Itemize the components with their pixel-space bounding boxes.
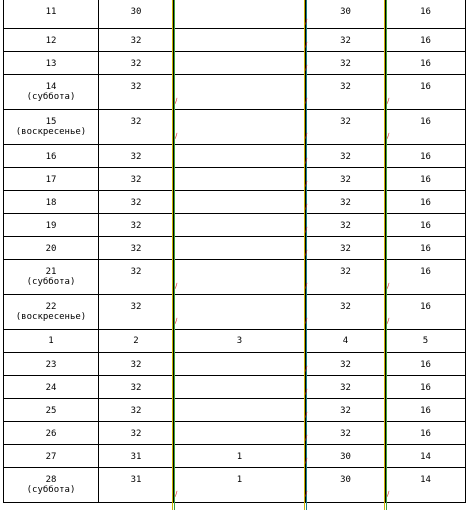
table-cell [99,75,174,110]
table-cell [386,191,466,214]
cell-text: 16 [420,267,431,277]
cell-text: 32 [340,267,351,277]
edit-mark: ∕ [305,410,308,419]
edit-mark: ∕ [387,489,390,498]
table-row [4,145,466,168]
table-cell [99,445,174,468]
edit-mark: ∕ [305,489,308,498]
table-cell [306,168,386,191]
table-row [4,191,466,214]
table-cell [99,237,174,260]
table-cell [4,214,99,237]
table-cell [4,353,99,376]
edit-mark: ∕ [387,131,390,140]
table-row [4,353,466,376]
edit-mark: ∕ [305,456,308,465]
table-cell [306,0,386,29]
cell-text: 14 [420,452,431,462]
table-cell [4,399,99,422]
table-cell [99,376,174,399]
table-cell [174,75,306,110]
table-cell [4,29,99,52]
column-guide-line [386,0,387,510]
cell-text: 16 [420,244,431,254]
table-cell [386,376,466,399]
edit-mark: ∕ [305,202,308,211]
cell-text: 16 [420,59,431,69]
cell-text: 17 [45,175,57,185]
cell-text: 32 [340,175,351,185]
table-cell [99,214,174,237]
table-cell [4,295,99,330]
cell-text: 21 (суббота) [26,267,76,287]
table-row [4,75,466,110]
table-cell [306,330,386,353]
cell-text [174,399,305,406]
cell-text: 32 [340,360,351,370]
cell-text: 11 [45,7,57,17]
cell-text: 22 (воскресенье) [15,302,87,322]
table-cell [306,353,386,376]
table-cell [386,468,466,503]
cell-text [174,214,305,221]
cell-text: 16 [420,302,431,312]
table-cell [386,0,466,29]
cell-text: 31 [130,452,142,462]
table-cell [4,75,99,110]
cell-text: 32 [340,198,351,208]
edit-mark: ∕ [305,248,308,257]
table-cell [306,445,386,468]
cell-text: 16 [420,7,431,17]
table-cell [99,468,174,503]
table-cell [174,214,306,237]
cell-text: 32 [130,175,142,185]
cell-text [174,75,305,82]
table-row [4,295,466,330]
cell-text: 32 [130,244,142,254]
edit-mark: ∕ [305,17,308,26]
edit-mark: ∕ [387,281,390,290]
cell-text: 5 [422,336,429,346]
cell-text: 23 [45,360,57,370]
table-cell [306,295,386,330]
table-cell [4,445,99,468]
edit-mark: ∕ [305,364,308,373]
table-cell [174,0,306,29]
cell-text: 32 [340,221,351,231]
table-cell [386,145,466,168]
cell-text: 15 (воскресенье) [15,117,87,137]
cell-text [174,191,305,198]
cell-text: 32 [130,383,142,393]
table-cell [174,376,306,399]
table-cell [4,52,99,75]
cell-text: 30 [340,475,351,485]
cell-text: 16 [45,152,57,162]
edit-mark: ∕ [305,63,308,72]
table-cell [386,353,466,376]
cell-text: 32 [340,59,351,69]
table-cell [99,399,174,422]
cell-text: 18 [45,198,57,208]
edit-mark: ∕ [305,179,308,188]
table-cell [4,191,99,214]
cell-text: 32 [340,82,351,92]
edit-mark: ∕ [305,96,308,105]
table-cell [386,445,466,468]
table-row [4,468,466,503]
table-cell [174,445,306,468]
cell-text: 16 [420,36,431,46]
cell-text: 32 [340,152,351,162]
table-cell [386,399,466,422]
table-cell [174,52,306,75]
cell-text: 32 [130,36,142,46]
table-row [4,110,466,145]
cell-text [174,52,305,59]
table-cell [174,295,306,330]
cell-text: 1 [236,452,243,462]
table-cell [4,0,99,29]
cell-text: 32 [130,152,142,162]
table-cell [306,237,386,260]
cell-text: 16 [420,429,431,439]
edit-mark: ∕ [305,156,308,165]
table-cell [174,422,306,445]
table-cell [174,145,306,168]
cell-text [174,0,305,7]
cell-text: 13 [45,59,57,69]
cell-text: 30 [130,7,142,17]
table-cell [4,330,99,353]
table-cell [174,168,306,191]
column-guide-line [384,0,385,510]
table-cell [99,295,174,330]
cell-text: 4 [342,336,349,346]
table-cell [4,168,99,191]
table-cell [386,29,466,52]
cell-text: 12 [45,36,57,46]
cell-text [174,422,305,429]
cell-text: 16 [420,175,431,185]
data-grid [3,0,466,503]
table-cell [99,145,174,168]
edit-mark: ∕ [305,131,308,140]
table-cell [99,260,174,295]
cell-text: 32 [130,221,142,231]
cell-text: 32 [340,117,351,127]
cell-text: 32 [130,59,142,69]
table-cell [99,52,174,75]
cell-text: 26 [45,429,57,439]
cell-text: 20 [45,244,57,254]
cell-text: 16 [420,152,431,162]
table-cell [306,468,386,503]
edit-mark: ∕ [305,225,308,234]
table-cell [306,399,386,422]
edit-mark: ∕ [175,96,178,105]
table-cell [306,145,386,168]
table-row [4,168,466,191]
cell-text: 32 [130,302,142,312]
table-row [4,260,466,295]
cell-text: 32 [130,117,142,127]
table-cell [174,399,306,422]
table-cell [386,237,466,260]
table-row [4,214,466,237]
edit-mark: ∕ [305,40,308,49]
table-cell [99,0,174,29]
cell-text: 16 [420,117,431,127]
table-cell [4,145,99,168]
edit-mark: ∕ [305,433,308,442]
cell-text: 31 [130,475,142,485]
table-cell [306,75,386,110]
edit-mark: ∕ [175,131,178,140]
table-cell [306,214,386,237]
cell-text [174,295,305,302]
table-cell [99,168,174,191]
table-cell [4,110,99,145]
edit-mark: ∕ [305,387,308,396]
cell-text: 32 [130,198,142,208]
cell-text: 16 [420,82,431,92]
table-cell [174,29,306,52]
cell-text: 32 [340,244,351,254]
table-cell [99,353,174,376]
table-cell [99,422,174,445]
cell-text: 24 [45,383,57,393]
table-cell [174,353,306,376]
edit-mark: ∕ [305,281,308,290]
cell-text: 28 (суббота) [26,475,76,495]
cell-text: 16 [420,406,431,416]
table-cell [306,191,386,214]
table-cell [306,260,386,295]
column-guide-line [174,0,175,510]
column-guide-line [172,0,173,510]
table-cell [4,468,99,503]
table-row [4,237,466,260]
cell-text: 32 [130,360,142,370]
table-cell [386,110,466,145]
cell-text [174,260,305,267]
table-row [4,399,466,422]
table-cell [174,330,306,353]
edit-mark: ∕ [175,281,178,290]
cell-text [174,145,305,152]
table-cell [99,191,174,214]
edit-mark: ∕ [387,96,390,105]
table-cell [386,52,466,75]
cell-text: 32 [340,302,351,312]
edit-mark: ∕ [175,316,178,325]
cell-text [174,110,305,117]
column-numbers-row [4,330,466,353]
cell-text: 30 [340,7,351,17]
cell-text [174,168,305,175]
edit-mark: ∕ [387,316,390,325]
cell-text [174,376,305,383]
cell-text: 14 [420,475,431,485]
schedule-table [3,0,465,503]
cell-text: 30 [340,452,351,462]
cell-text: 32 [340,406,351,416]
table-cell [386,330,466,353]
cell-text: 32 [340,36,351,46]
cell-text: 25 [45,406,57,416]
cell-text: 32 [130,406,142,416]
cell-text [174,237,305,244]
table-cell [174,110,306,145]
table-row [4,422,466,445]
table-cell [306,29,386,52]
cell-text: 2 [133,336,139,346]
table-cell [174,191,306,214]
cell-text: 19 [45,221,57,231]
cell-text: 32 [340,429,351,439]
cell-text [174,29,305,36]
cell-text: 16 [420,221,431,231]
cell-text: 3 [236,336,243,346]
cell-text: 16 [420,360,431,370]
cell-text: 27 [45,452,57,462]
table-cell [386,75,466,110]
cell-text: 16 [420,198,431,208]
cell-text: 32 [130,429,142,439]
edit-mark: ∕ [175,489,178,498]
table-row [4,0,466,29]
cell-text: 1 [236,475,243,485]
cell-text: 32 [340,383,351,393]
cell-text: 1 [48,336,54,346]
table-cell [306,376,386,399]
table-cell [4,237,99,260]
cell-text: 14 (суббота) [26,82,76,102]
table-row [4,52,466,75]
cell-text: 32 [130,267,142,277]
table-cell [174,468,306,503]
table-cell [306,422,386,445]
table-row [4,29,466,52]
cell-text [174,353,305,360]
table-cell [99,29,174,52]
table-row [4,376,466,399]
table-cell [4,260,99,295]
table-cell [4,422,99,445]
edit-mark: ∕ [305,316,308,325]
table-cell [386,295,466,330]
table-cell [99,110,174,145]
table-row [4,445,466,468]
table-cell [174,237,306,260]
table-cell [386,214,466,237]
table-cell [306,110,386,145]
table-cell [386,260,466,295]
cell-text: 32 [130,82,142,92]
table-cell [174,260,306,295]
table-cell [99,330,174,353]
table-cell [306,52,386,75]
table-cell [386,422,466,445]
cell-text: 16 [420,383,431,393]
table-cell [4,376,99,399]
table-cell [386,168,466,191]
